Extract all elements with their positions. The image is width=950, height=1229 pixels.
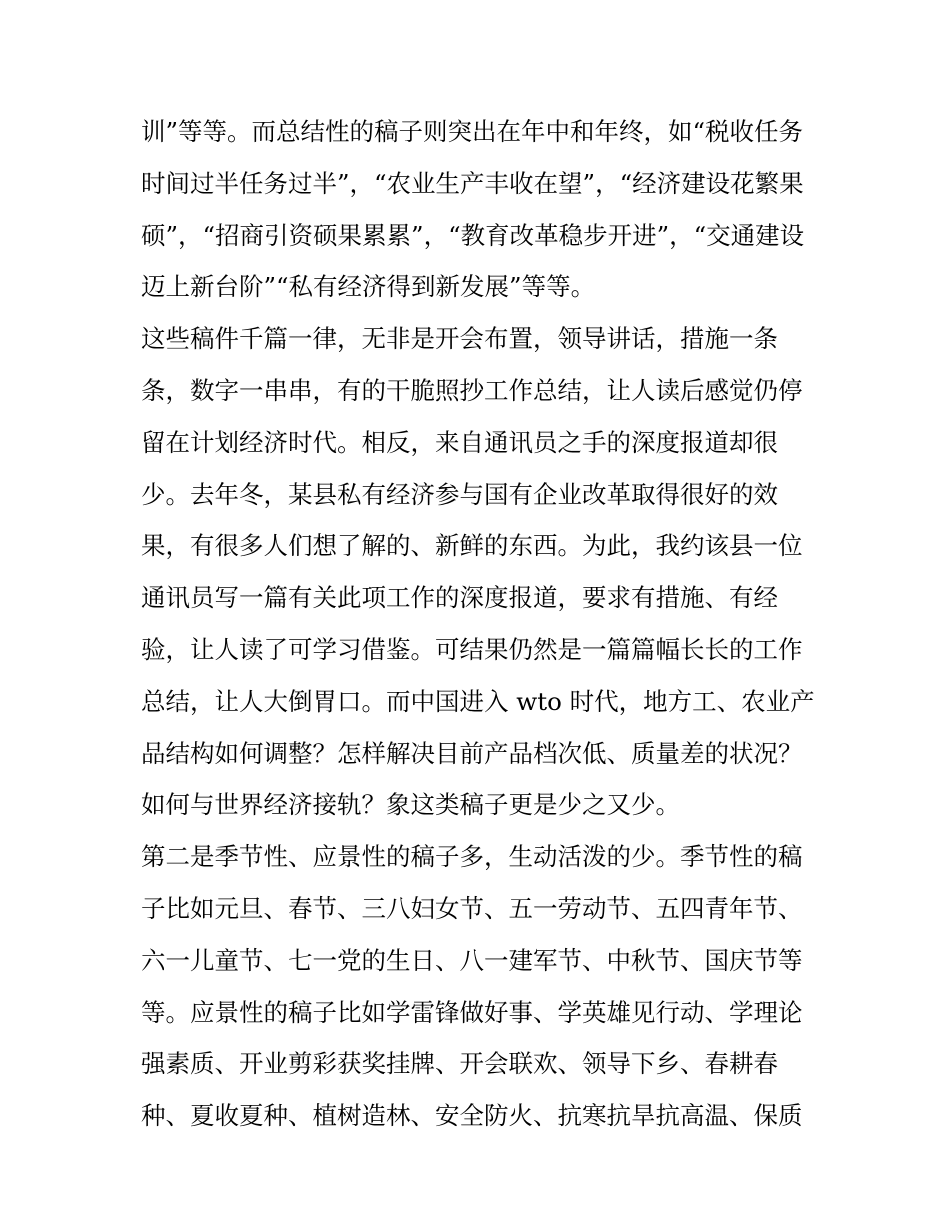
text-line: 时间过半任务过半”，“农业生产丰收在望”，“经济建设花繁果 [141, 168, 804, 198]
text-line: 这些稿件千篇一律，无非是开会布置，领导讲话，措施一条 [141, 324, 778, 354]
text-line: 留在计划经济时代。相反，来自通讯员之手的深度报道却很 [141, 427, 778, 457]
text-line: 六一儿童节、七一党的生日、八一建军节、中秋节、国庆节等 [141, 945, 803, 975]
text-line: 等。应景性的稿子比如学雷锋做好事、学英雄见行动、学理论 [141, 997, 803, 1027]
text-line: 种、夏收夏种、植树造林、安全防火、抗寒抗旱抗高温、保质 [141, 1101, 803, 1131]
text-line: 总结，让人大倒胃口。而中国进入 wto 时代，地方工、农业产 [141, 686, 815, 716]
text-line: 验，让人读了可学习借鉴。可结果仍然是一篇篇幅长长的工作 [141, 634, 803, 664]
text-line: 果，有很多人们想了解的、新鲜的东西。为此，我约该县一位 [141, 531, 803, 561]
text-line: 如何与世界经济接轨？象这类稿子更是少之又少。 [141, 790, 680, 820]
text-line: 训”等等。而总结性的稿子则突出在年中和年终，如“税收任务 [141, 117, 804, 146]
text-line: 子比如元旦、春节、三八妇女节、五一劳动节、五四青年节、 [141, 893, 803, 923]
body-text [141, 106, 821, 1142]
text-line: 少。去年冬，某县私有经济参与国有企业改革取得很好的效 [141, 479, 778, 509]
text-line: 第二是季节性、应景性的稿子多，生动活泼的少。季节性的稿 [141, 842, 803, 872]
text-line: 通讯员写一篇有关此项工作的深度报道，要求有措施、有经 [141, 583, 778, 613]
text-line: 品结构如何调整？怎样解决目前产品档次低、质量差的状况？ [141, 738, 803, 768]
text-line: 迈上新台阶”“私有经济得到新发展”等等。 [141, 272, 596, 302]
text-line: 强素质、开业剪彩获奖挂牌、开会联欢、领导下乡、春耕春 [141, 1049, 778, 1079]
text-line: 条，数字一串串，有的干脆照抄工作总结，让人读后感觉仍停 [141, 375, 803, 405]
text-line: 硕”，“招商引资硕果累累”，“教育改革稳步开进”，“交通建设 [141, 220, 805, 250]
